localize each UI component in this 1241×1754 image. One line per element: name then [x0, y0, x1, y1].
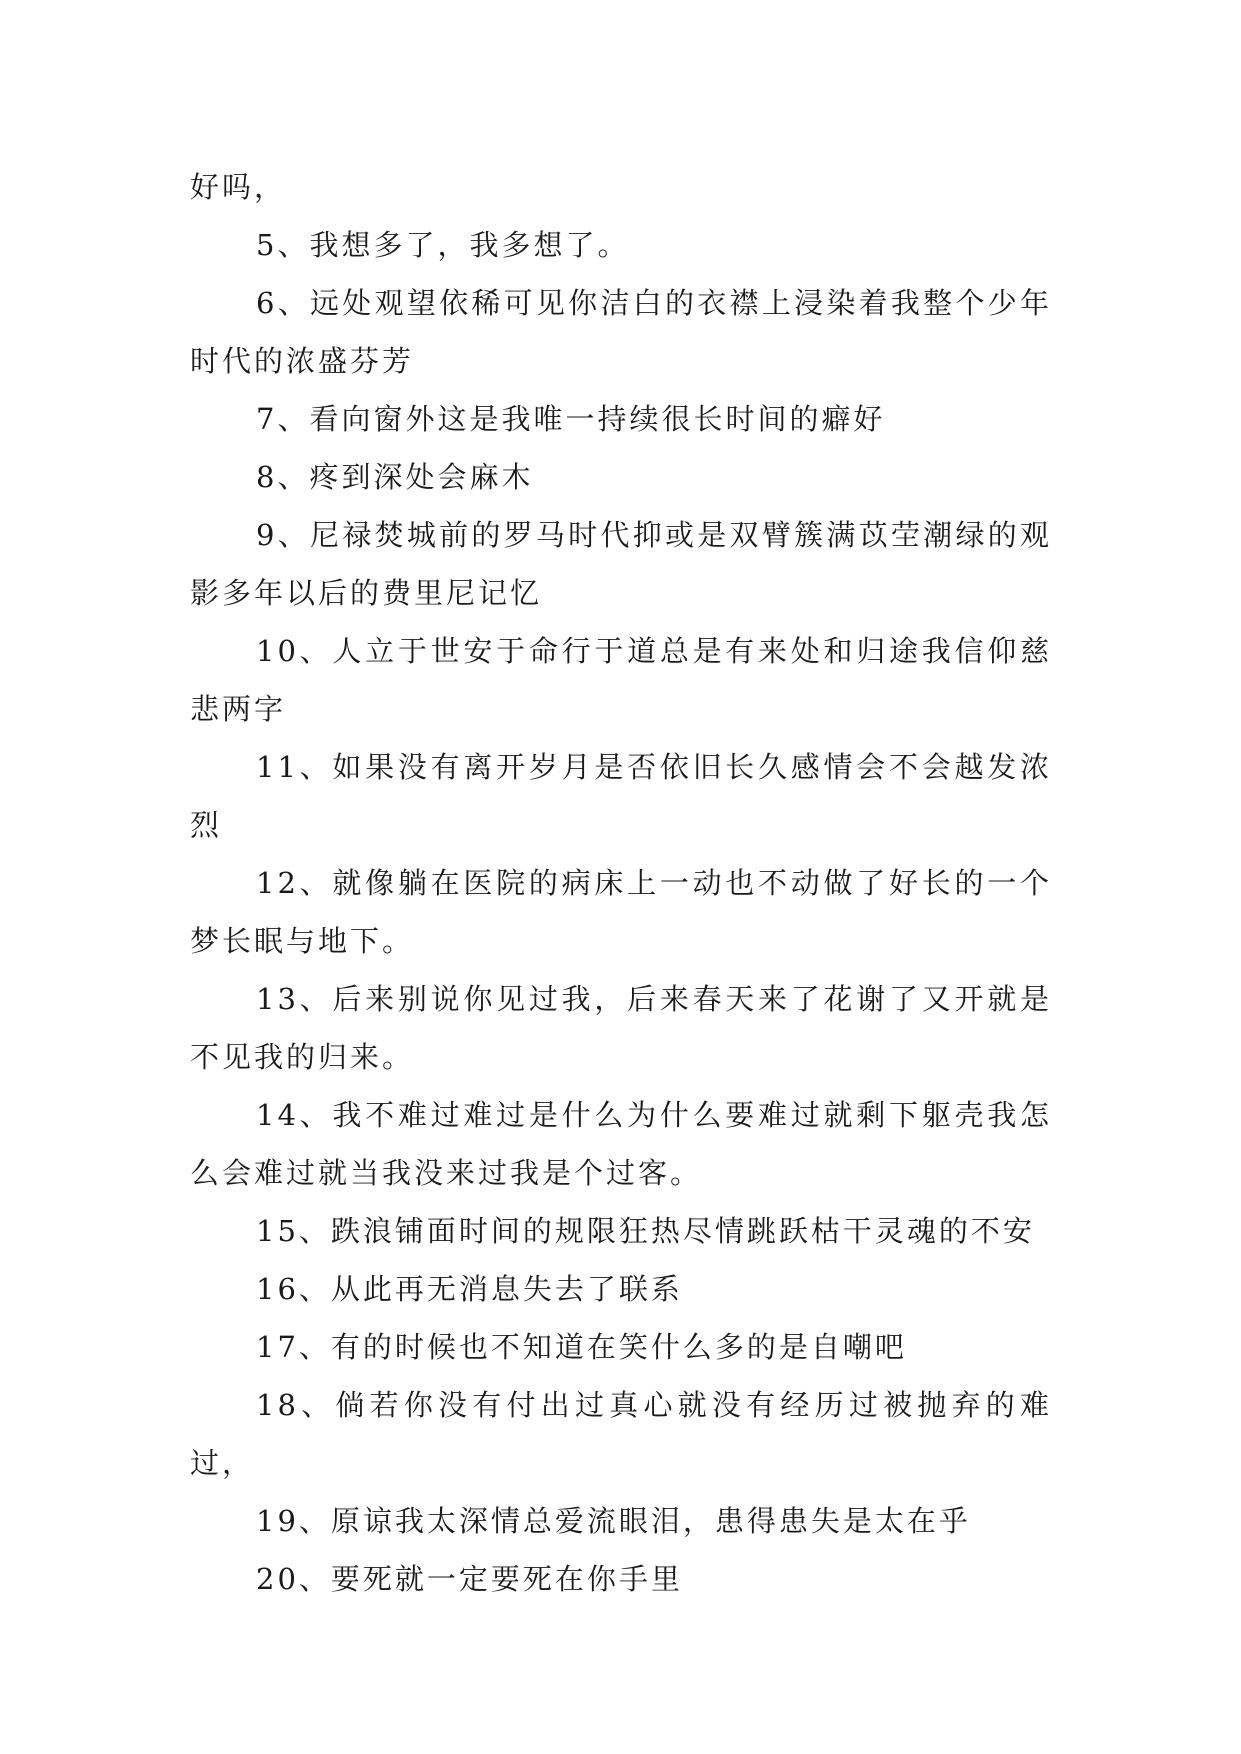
paragraph-item-11: 11、如果没有离开岁月是否依旧长久感情会不会越发浓烈	[190, 750, 1052, 842]
paragraph-item-13: 13、后来别说你见过我，后来春天来了花谢了又开就是不见我的归来。	[190, 982, 1052, 1074]
paragraph-continuation: 好吗，	[190, 170, 287, 204]
paragraph-item-18: 18、倘若你没有付出过真心就没有经历过被抛弃的难过，	[190, 1388, 1052, 1480]
paragraph-item-7: 7、看向窗外这是我唯一持续很长时间的癖好	[256, 402, 886, 436]
paragraph-item-9: 9、尼禄焚城前的罗马时代抑或是双臂簇满苡茔潮绿的观影多年以后的费里尼记忆	[190, 518, 1052, 610]
paragraph-item-19: 19、原谅我太深情总爱流眼泪，患得患失是太在乎	[256, 1504, 971, 1538]
paragraph-item-5: 5、我想多了，我多想了。	[256, 228, 630, 262]
paragraph-item-17: 17、有的时候也不知道在笑什么多的是自嘲吧	[256, 1330, 907, 1364]
paragraph-item-8: 8、疼到深处会麻木	[256, 460, 534, 494]
paragraph-item-14: 14、我不难过难过是什么为什么要难过就剩下躯壳我怎么会难过就当我没来过我是个过客。	[190, 1098, 1052, 1190]
paragraph-item-15: 15、跌浪铺面时间的规限狂热尽情跳跃枯干灵魂的不安	[256, 1214, 1035, 1248]
paragraph-item-16: 16、从此再无消息失去了联系	[256, 1272, 683, 1306]
document-body	[190, 158, 1052, 1608]
paragraph-item-12: 12、就像躺在医院的病床上一动也不动做了好长的一个梦长眠与地下。	[190, 866, 1052, 958]
paragraph-item-6: 6、远处观望依稀可见你洁白的衣襟上浸染着我整个少年时代的浓盛芬芳	[190, 286, 1052, 378]
paragraph-item-10: 10、人立于世安于命行于道总是有来处和归途我信仰慈悲两字	[190, 634, 1052, 726]
paragraph-item-20: 20、要死就一定要死在你手里	[256, 1562, 683, 1596]
